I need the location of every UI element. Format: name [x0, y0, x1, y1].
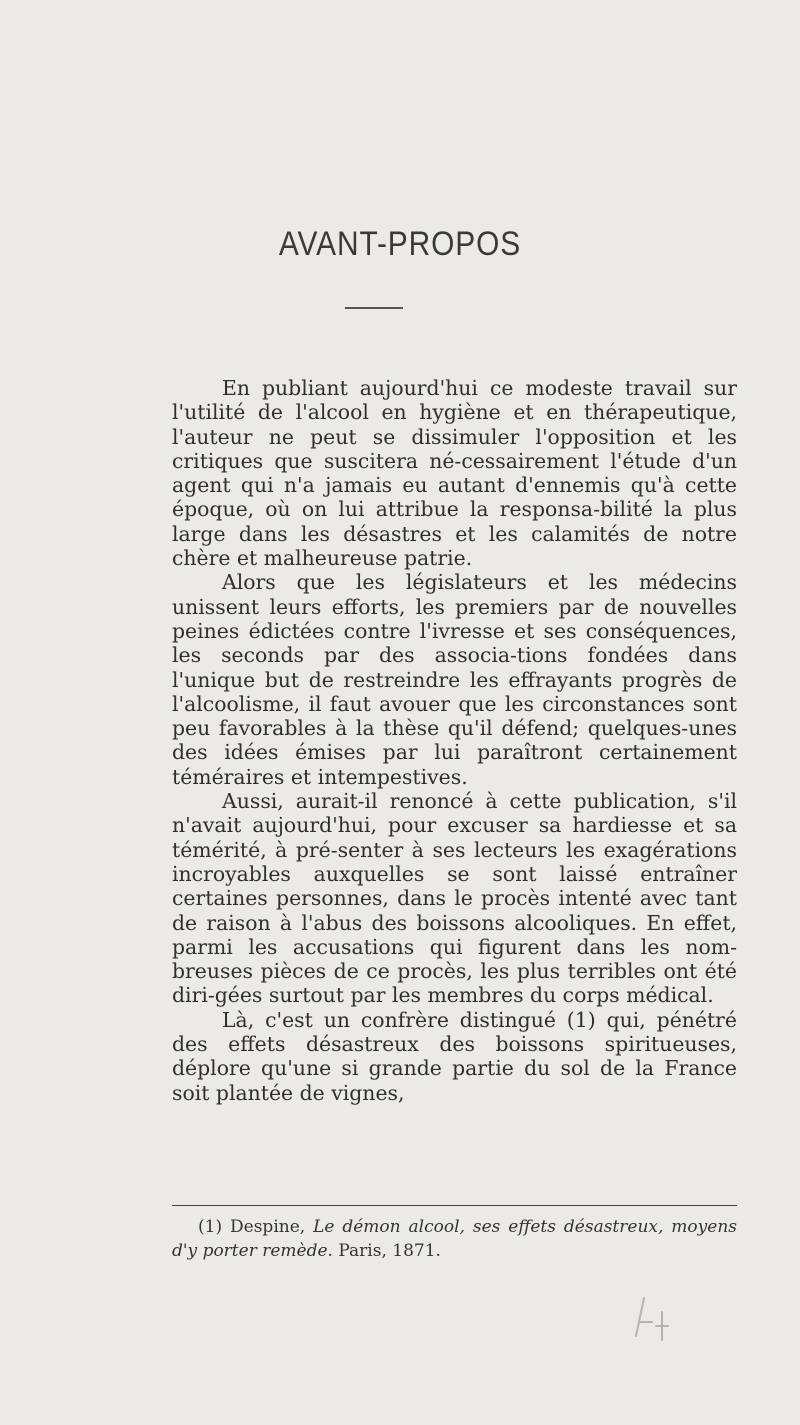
paragraph: Là, c'est un confrère distingué (1) qui, pénétré des effets désastreux des boissons spiritueuses, déplore qu'une si grande partie du sol de la France soit plantée de vignes,	[172, 1007, 737, 1105]
page-title: AVANT-PROPOS	[278, 225, 522, 263]
handwritten-mark	[630, 1292, 690, 1342]
footnote-title: Le démon alcool, ses effets désastreux, moyens d'y porter remède.	[172, 1217, 737, 1261]
body-text	[172, 376, 737, 1105]
paragraph: Alors que les législateurs et les médecins unissent leurs efforts, les premiers par de nouvelles peines édictées contre l'ivresse et ses conséquences, les seconds par des associa-tions fondées dans l'unique but de restreindre les effrayants progrès de l'alcoolisme, il faut avouer que les circonstances sont peu favorables à la thèse qu'il défend; quelques-unes des idées émises par lui paraîtront certainement téméraires et intempestives.	[172, 570, 737, 789]
footnote-divider	[172, 1205, 737, 1206]
footnote-marker: (1)	[198, 1217, 223, 1237]
paragraph: En publiant aujourd'hui ce modeste travail sur l'utilité de l'alcool en hygiène et en thérapeutique, l'auteur ne peut se dissimuler l'opposition et les critiques que suscitera né-cessairement l'étude d'un agent qui n'a jamais eu autant d'ennemis qu'à cette époque, où on lui attribue la responsa-bilité la plus large dans les désastres et les calamités de notre chère et malheureuse patrie.	[172, 376, 737, 571]
title-divider	[345, 307, 403, 309]
footnote-author: Despine,	[230, 1217, 306, 1237]
paragraph: Aussi, aurait-il renoncé à cette publication, s'il n'avait aujourd'hui, pour excuser sa hardiesse et sa témérité, à pré-senter à ses lecteurs les exagérations incroyables auxquelles se sont laissé entraîner certaines personnes, dans le procès intenté avec tant de raison à l'abus des boissons alcooliques. En effet, parmi les accusations qui figurent dans les nom-breuses pièces de ce procès, les plus terribles ont été diri-gées surtout par les membres du corps médical.	[172, 789, 737, 1008]
footnote	[172, 1215, 737, 1263]
footnote-place-date: Paris, 1871.	[338, 1241, 441, 1261]
